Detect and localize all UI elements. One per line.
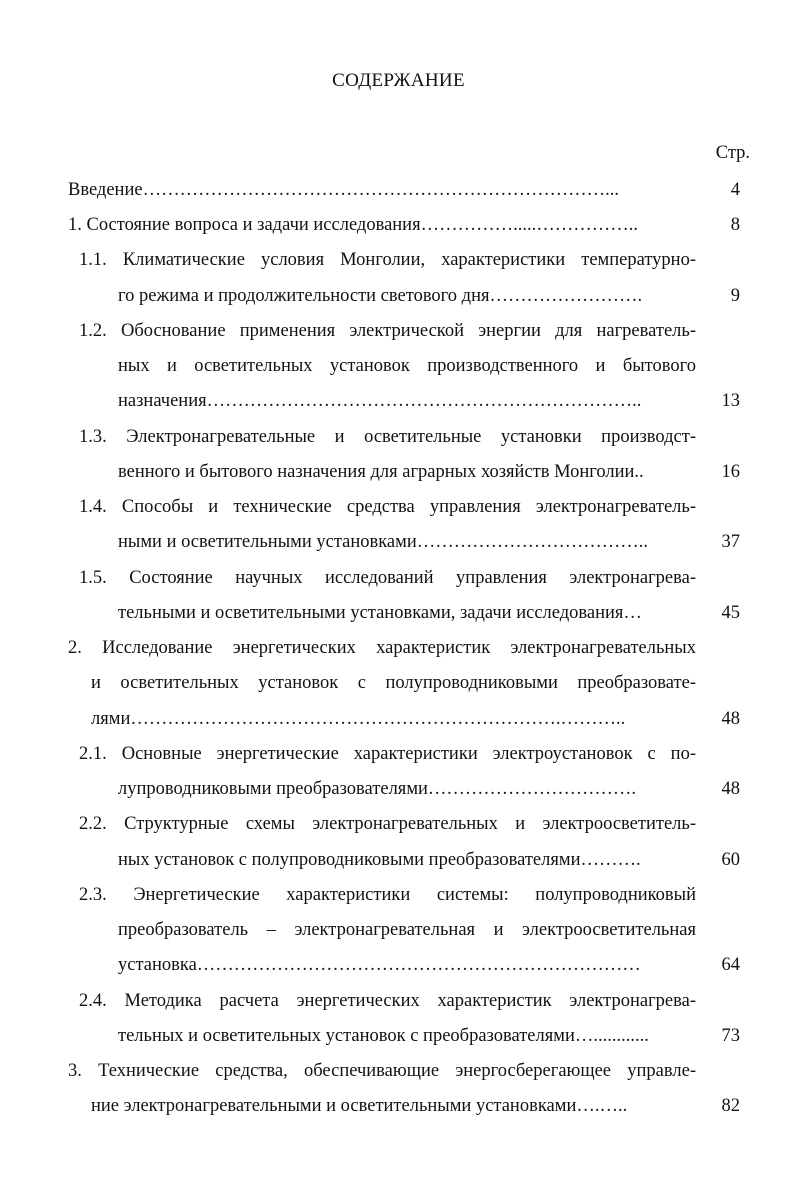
toc-page-number: 13	[721, 391, 740, 411]
toc-entry-line: ных и осветительных установок производственного и бытового	[118, 356, 696, 376]
toc-entry-line: ными и осветительными установками………………………………..	[118, 532, 649, 552]
toc-page-number: 73	[721, 1026, 740, 1046]
toc-page-number: 4	[730, 180, 740, 200]
toc-page-number: 60	[721, 850, 740, 870]
toc-entry-line: 1.3. Электронагревательные и осветительные установки производст-	[79, 427, 696, 447]
toc-page-number: 8	[730, 215, 740, 235]
toc-entry-line: лупроводниковыми преобразователями…………………………….	[118, 779, 637, 799]
toc-entry-line: го режима и продолжительности светового дня…………………….	[118, 286, 643, 306]
toc-page-number: 45	[721, 603, 740, 623]
toc-entry-line: тельных и осветительных установок с преобразователями…............	[118, 1026, 649, 1046]
toc-page-number: 48	[721, 779, 740, 799]
toc-entry-line: тельными и осветительными установками, задачи исследования…	[118, 603, 642, 623]
toc-entry-line: преобразователь – электронагревательная и электроосветительная	[118, 920, 696, 940]
toc-entry-line: ных установок с полупроводниковыми преобразователями……….	[118, 850, 641, 870]
toc-entry-line: 3. Технические средства, обеспечивающие энергосберегающее управле-	[68, 1061, 696, 1081]
toc-entry-line: 2.1. Основные энергетические характеристики электроустановок с по-	[79, 744, 696, 764]
toc-entry-line: установка………………………………………………………………	[118, 955, 641, 975]
toc-page-number: 48	[721, 709, 740, 729]
toc-entry-line: венного и бытового назначения для аграрных хозяйств Монголии..	[118, 462, 644, 482]
toc-page-number: 64	[721, 955, 740, 975]
toc-page-number: 37	[721, 532, 740, 552]
toc-entry-line: Введение…………………………………………………………………...	[68, 180, 619, 200]
toc-entry-line: 2.3. Энергетические характеристики системы: полупроводниковый	[79, 885, 696, 905]
toc-entry-line: лями…………………………………………………………….………..	[91, 709, 626, 729]
page-title: СОДЕРЖАНИЕ	[332, 70, 465, 91]
toc-entry-line: 1.1. Климатические условия Монголии, характеристики температурно-	[79, 250, 696, 270]
toc-page-number: 82	[721, 1096, 740, 1116]
toc-entry-line: 2.4. Методика расчета энергетических характеристик электронагрева-	[79, 991, 696, 1011]
toc-entry-line: назначения……………………………………………………………..	[118, 391, 642, 411]
toc-entry-line: 1. Состояние вопроса и задачи исследования…………….....……………..	[68, 215, 638, 235]
toc-entry-line: 2.2. Структурные схемы электронагревательных и электроосветитель-	[79, 814, 696, 834]
page-column-label: Стр.	[715, 143, 750, 163]
toc-entry-line: 1.2. Обоснование применения электрической энергии для нагреватель-	[79, 321, 696, 341]
toc-entry-line: 2. Исследование энергетических характеристик электронагревательных	[68, 638, 696, 658]
toc-page-number: 9	[730, 286, 740, 306]
toc-page-number: 16	[721, 462, 740, 482]
toc-entry-line: и осветительных установок с полупроводниковыми преобразовате-	[91, 673, 696, 693]
toc-entry-line: 1.5. Состояние научных исследований управления электронагрева-	[79, 568, 696, 588]
toc-entry-line: 1.4. Способы и технические средства управления электронагреватель-	[79, 497, 696, 517]
toc-entry-line: ние электронагревательными и осветительными установками….…..	[91, 1096, 628, 1116]
